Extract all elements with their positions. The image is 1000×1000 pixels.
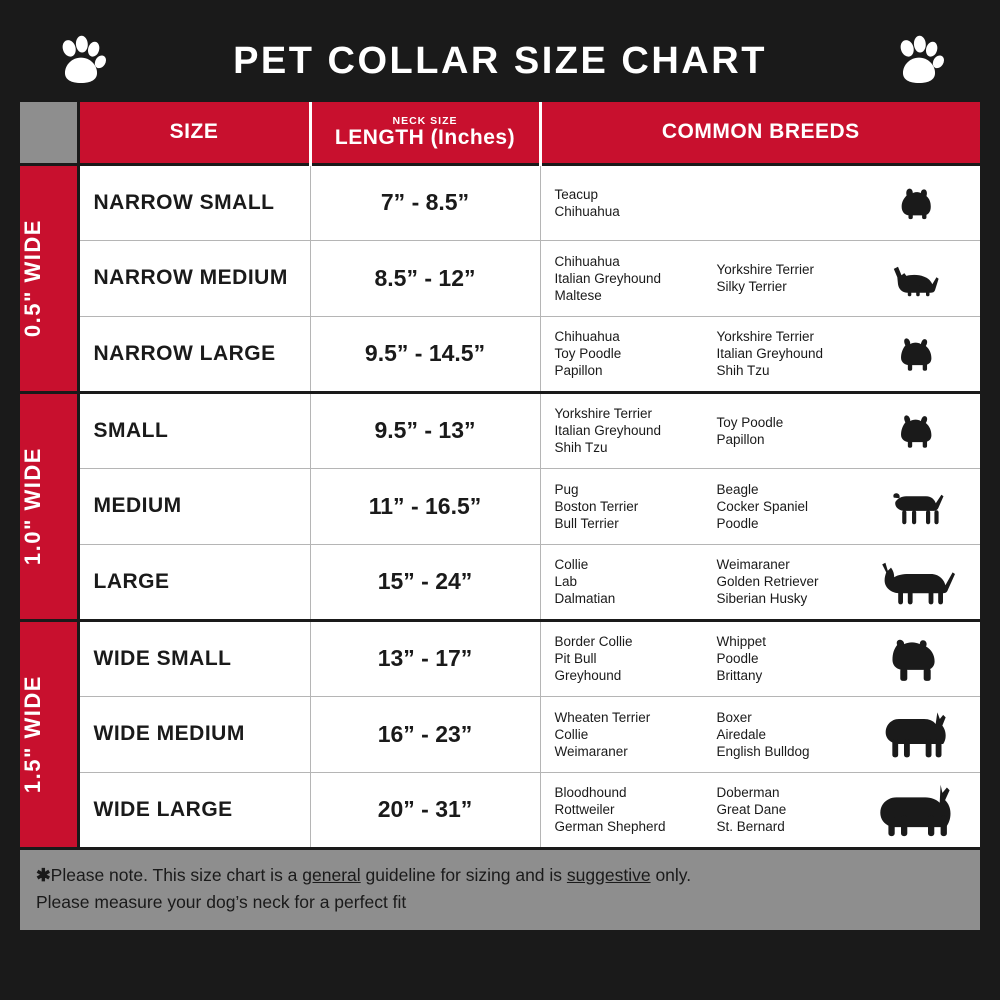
table-row <box>20 772 980 848</box>
group-label-standard: 1.0" WIDE <box>20 392 78 620</box>
header-length-main: LENGTH (Inches) <box>334 125 516 149</box>
size-chart-table <box>20 102 980 850</box>
beagle-silhouette-icon <box>865 475 973 537</box>
yorkie-silhouette-icon <box>865 172 973 234</box>
row-length: 9.5” - 14.5” <box>310 316 540 392</box>
breed-column-2: Whippet Poodle Brittany <box>716 634 767 683</box>
row-length: 7” - 8.5” <box>310 164 540 240</box>
row-length: 20” - 31” <box>310 772 540 848</box>
row-breeds <box>540 164 980 240</box>
papillon-silhouette-icon <box>865 400 973 462</box>
breed-column-1: Border Collie Pit Bull Greyhound <box>554 634 633 683</box>
table-row <box>20 392 980 468</box>
breed-column-2: Toy Poodle Papillon <box>716 414 784 447</box>
table-row <box>20 316 980 392</box>
row-breeds <box>540 392 980 468</box>
chihuahua-silhouette-icon <box>865 247 973 309</box>
group-label-wide: 1.5" WIDE <box>20 620 78 848</box>
row-length: 9.5” - 13” <box>310 392 540 468</box>
chart-header <box>20 20 980 102</box>
chart-disclaimer <box>20 850 980 930</box>
retriever-silhouette-icon <box>865 551 973 613</box>
breed-column-1: Bloodhound Rottweiler German Shepherd <box>554 785 666 834</box>
breed-column-1: Yorkshire Terrier Italian Greyhound Shih Tzu <box>554 406 662 455</box>
breed-column-1: Collie Lab Dalmatian <box>554 557 616 606</box>
table-row <box>20 620 980 696</box>
breed-column-1: Pug Boston Terrier Bull Terrier <box>554 481 639 531</box>
table-row <box>20 240 980 316</box>
row-breeds <box>540 772 980 848</box>
breed-column-1: Chihuahua Italian Greyhound Maltese <box>554 253 662 303</box>
breed-column-1: Teacup Chihuahua <box>554 186 620 219</box>
row-breeds <box>540 696 980 772</box>
row-size: WIDE SMALL <box>78 620 310 696</box>
group-label-narrow: 0.5" WIDE <box>20 164 78 392</box>
row-length: 13” - 17” <box>310 620 540 696</box>
header-length-sub: NECK SIZE <box>392 114 458 127</box>
disclaimer-line-2: Please measure your dog’s neck for a perfect fit <box>36 891 407 912</box>
breed-column-2: Beagle Cocker Spaniel Poodle <box>716 481 809 531</box>
row-breeds <box>540 240 980 316</box>
table-row <box>20 544 980 620</box>
breed-column-1: Chihuahua Toy Poodle Papillon <box>554 329 622 378</box>
breed-column-2: Boxer Airedale English Bulldog <box>716 709 810 759</box>
header-size: SIZE <box>78 102 310 164</box>
paw-icon <box>54 34 108 88</box>
boxer-silhouette-icon <box>865 703 973 765</box>
row-size: LARGE <box>78 544 310 620</box>
row-breeds <box>540 468 980 544</box>
row-size: NARROW SMALL <box>78 164 310 240</box>
breed-column-2: Yorkshire Terrier Italian Greyhound Shih Tzu <box>716 329 824 378</box>
row-length: 16” - 23” <box>310 696 540 772</box>
row-size: NARROW LARGE <box>78 316 310 392</box>
row-size: WIDE LARGE <box>78 772 310 848</box>
bulldog-silhouette-icon <box>865 628 973 690</box>
asterisk-icon: ✱ <box>36 864 51 885</box>
row-size: NARROW MEDIUM <box>78 240 310 316</box>
row-size: MEDIUM <box>78 468 310 544</box>
row-breeds <box>540 316 980 392</box>
row-length: 8.5” - 12” <box>310 240 540 316</box>
table-row <box>20 164 980 240</box>
table-row <box>20 696 980 772</box>
row-size: WIDE MEDIUM <box>78 696 310 772</box>
header-blank-cell <box>20 102 78 164</box>
table-row <box>20 468 980 544</box>
table-header-row <box>20 102 980 164</box>
row-breeds <box>540 544 980 620</box>
breed-column-2 <box>717 186 865 220</box>
paw-icon <box>892 34 946 88</box>
papillon-silhouette-icon <box>865 323 973 385</box>
doberman-silhouette-icon <box>865 779 973 841</box>
page-title: PET COLLAR SIZE CHART <box>233 39 767 82</box>
breed-column-2: Yorkshire Terrier Silky Terrier <box>716 262 815 294</box>
header-length <box>310 102 540 164</box>
header-breeds: COMMON BREEDS <box>540 102 980 164</box>
row-length: 11” - 16.5” <box>310 468 540 544</box>
breed-column-2: Weimaraner Golden Retriever Siberian Husky <box>716 557 819 606</box>
breed-column-2: Doberman Great Dane St. Bernard <box>716 785 787 834</box>
row-breeds <box>540 620 980 696</box>
row-size: SMALL <box>78 392 310 468</box>
row-length: 15” - 24” <box>310 544 540 620</box>
breed-column-1: Wheaten Terrier Collie Weimaraner <box>554 709 651 759</box>
disclaimer-line-1: ✱Please note. This size chart is a general guideline for sizing and is suggestive only. <box>36 864 692 885</box>
